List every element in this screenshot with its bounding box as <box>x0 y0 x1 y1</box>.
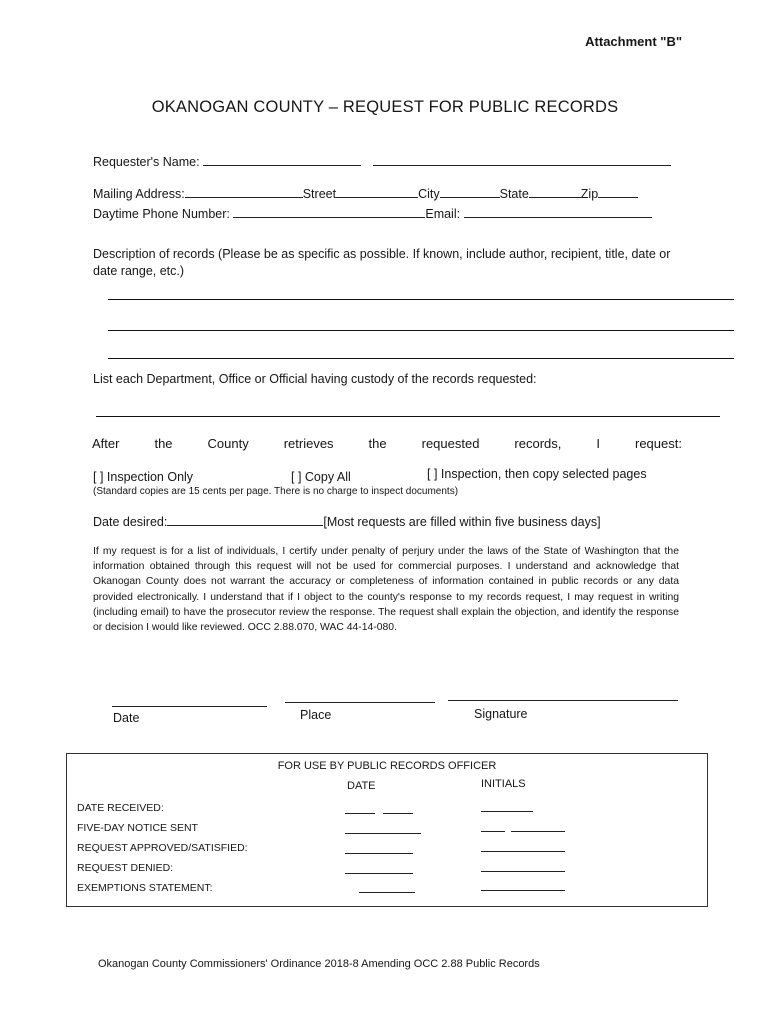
officer-date-column: DATE <box>347 780 376 792</box>
request-intro-word: retrieves <box>283 436 334 451</box>
mailing-address-label: Mailing Address: <box>93 187 185 201</box>
description-line-2[interactable] <box>108 330 734 331</box>
request-intro-word: request: <box>634 436 682 451</box>
officer-row-date-received: DATE RECEIVED: <box>77 802 164 814</box>
officer-date-blank[interactable] <box>359 892 415 893</box>
description-label: Description of records (Please be as specific as possible. If known, include author, recipient, title, date or date range, etc.) <box>93 247 671 278</box>
state-blank[interactable] <box>529 186 581 198</box>
zip-blank[interactable] <box>598 186 638 198</box>
requester-name-label: Requester's Name: <box>93 155 200 169</box>
requester-name-row <box>93 154 671 169</box>
departments-line[interactable] <box>96 416 720 417</box>
street-blank[interactable] <box>336 186 418 198</box>
request-intro-word: records, <box>514 436 562 451</box>
requester-name-blank[interactable] <box>203 154 361 166</box>
mailing-address-row <box>93 186 638 201</box>
city-label: City <box>418 187 440 201</box>
zip-label: Zip <box>580 187 599 201</box>
state-label: State <box>499 187 529 201</box>
date-signature-line[interactable] <box>112 706 267 707</box>
officer-initials-blank[interactable] <box>481 890 565 891</box>
signature-caption: Signature <box>474 707 528 721</box>
option-inspection-then-copy[interactable]: [ ] Inspection, then copy selected pages <box>427 467 647 481</box>
phone-email-row <box>93 206 652 221</box>
place-caption: Place <box>300 708 332 722</box>
officer-initials-blank[interactable] <box>481 831 505 832</box>
request-intro-word: requested <box>421 436 480 451</box>
records-officer-box <box>66 753 708 907</box>
officer-date-blank[interactable] <box>345 853 413 854</box>
description-line-3[interactable] <box>108 358 734 359</box>
option-copy-all[interactable]: [ ] Copy All <box>291 470 351 484</box>
date-desired-blank[interactable] <box>167 514 323 526</box>
date-desired-note: [Most requests are filled within five business days] <box>323 515 601 529</box>
place-signature-line[interactable] <box>285 702 435 703</box>
officer-initials-column: INITIALS <box>481 778 526 790</box>
officer-date-blank[interactable] <box>345 833 421 834</box>
departments-label: List each Department, Office or Official having custody of the records requested: <box>93 372 537 386</box>
officer-initials-blank[interactable] <box>481 851 565 852</box>
certification-paragraph: If my request is for a list of individuals, I certify under penalty of perjury under the laws of the State of Washington that the information obtained through this request will not be used for commercial purposes. I understand and acknowledge that Okanogan County does not warrant the accuracy or completeness of information contained in public records or any data provided electronically. I understand that if I object to the county's response to my records request, I may request in writing (including email) to have the prosecutor review the response. The request shall explain the objection, and identify the response or decision I would like reviewed. OCC 2.88.070, WAC 44-14-080. <box>93 546 679 634</box>
request-intro-word: the <box>368 436 387 451</box>
request-intro-word: I <box>596 436 600 451</box>
copy-cost-note: (Standard copies are 15 cents per page. There is no charge to inspect documents) <box>93 486 459 497</box>
email-label: Email: <box>425 207 461 221</box>
mailing-address-blank[interactable] <box>185 186 303 198</box>
request-intro-word: the <box>154 436 173 451</box>
officer-date-blank[interactable] <box>345 873 413 874</box>
request-intro-word: After <box>92 436 120 451</box>
officer-date-blank[interactable] <box>383 813 413 814</box>
officer-initials-blank[interactable] <box>481 811 533 812</box>
officer-box-header: FOR USE BY PUBLIC RECORDS OFFICER <box>277 760 497 772</box>
date-desired-row <box>93 514 601 529</box>
officer-date-blank[interactable] <box>345 813 375 814</box>
officer-initials-blank[interactable] <box>511 831 565 832</box>
description-line-1[interactable] <box>108 299 734 300</box>
officer-row-exemptions: EXEMPTIONS STATEMENT: <box>77 882 213 894</box>
daytime-phone-blank[interactable] <box>233 206 425 218</box>
city-blank[interactable] <box>440 186 500 198</box>
date-desired-label: Date desired: <box>93 515 168 529</box>
street-label: Street <box>302 187 337 201</box>
option-inspection-only[interactable]: [ ] Inspection Only <box>93 470 194 484</box>
daytime-phone-label: Daytime Phone Number: <box>93 207 230 221</box>
email-blank[interactable] <box>464 206 652 218</box>
signature-line[interactable] <box>448 700 678 701</box>
form-title: OKANOGAN COUNTY – REQUEST FOR PUBLIC RECORDS <box>151 98 619 116</box>
officer-initials-blank[interactable] <box>481 871 565 872</box>
attachment-label: Attachment "B" <box>585 34 682 49</box>
request-intro <box>92 436 682 451</box>
officer-row-denied: REQUEST DENIED: <box>77 862 174 874</box>
officer-row-notice-sent: FIVE-DAY NOTICE SENT <box>77 822 198 834</box>
officer-row-approved: REQUEST APPROVED/SATISFIED: <box>77 842 248 854</box>
requester-name-blank-2[interactable] <box>373 154 671 166</box>
footer-ordinance: Okanogan County Commissioners' Ordinance 2018-8 Amending OCC 2.88 Public Records <box>98 958 540 970</box>
request-intro-word: County <box>207 436 249 451</box>
date-caption: Date <box>113 711 140 725</box>
